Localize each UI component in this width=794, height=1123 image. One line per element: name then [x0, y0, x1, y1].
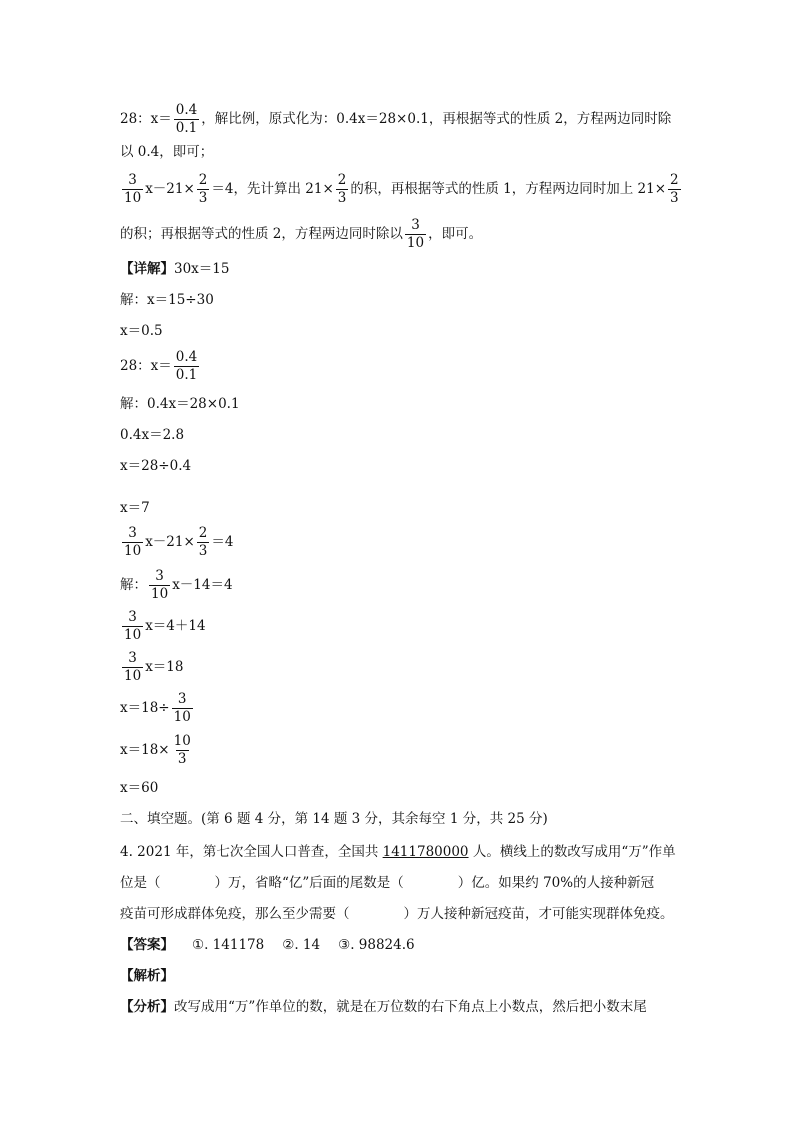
step-line: x＝60: [120, 780, 159, 796]
fraction: $\frac{3}{10}$: [124, 172, 142, 206]
answer-3: ③. 98824.6: [338, 937, 415, 953]
fraction: $\frac{3}{10}$: [124, 650, 142, 684]
step-line: x＝7: [120, 500, 150, 516]
question-line-1: 4. 2021 年，第七次全国人口普查，全国共 1411780000 人。横线上的数改写成用“万”作单: [120, 844, 676, 860]
fraction: $\frac{10}{3}$: [173, 733, 191, 767]
equation-line: $\frac{3}{10}$ x－21× $\frac{2}{3}$ ＝4: [124, 525, 234, 559]
analysis-tag: 【分析】: [120, 999, 174, 1015]
fraction: $\frac{2}{3}$: [337, 172, 347, 206]
section-heading: 二、填空题。(第 6 题 4 分，第 14 题 3 分，其余每空 1 分，共 25 分): [120, 811, 548, 827]
step-line: x＝18× $\frac{10}{3}$: [120, 733, 191, 767]
fraction: $\frac{0.4}{0.1}$: [175, 349, 198, 383]
step-line: 0.4x＝2.8: [120, 427, 185, 443]
detail-line: 【详解】30x＝15: [120, 261, 230, 277]
step-line: $\frac{3}{10}$ x＝4＋14: [124, 609, 206, 643]
step-line: 解：0.4x＝28×0.1: [120, 396, 240, 412]
analysis-line: 【分析】改写成用“万”作单位的数，就是在万位数的右下角点上小数点，然后把小数末尾: [120, 999, 647, 1015]
text: 28：x＝: [120, 111, 172, 127]
text: ，解比例，原式化为：0.4x＝28×0.1，再根据等式的性质 2，方程两边同时除: [201, 111, 672, 127]
step-line: 解：x＝15÷30: [120, 292, 214, 308]
answer-label: 【答案】: [120, 937, 174, 953]
fraction: $\frac{2}{3}$: [198, 525, 208, 559]
fraction: $\frac{3}{10}$: [151, 568, 169, 602]
explanation-line-1: [120, 102, 671, 137]
explanation-line-4: 的积；再根据等式的性质 2，方程两边同时除以 $\frac{3}{10}$ ，即可。: [120, 217, 483, 251]
analysis-label: 【解析】: [120, 968, 174, 984]
fraction: $\frac{3}{10}$: [406, 217, 425, 251]
fraction: $\frac{2}{3}$: [198, 172, 208, 206]
equation-line: 28：x＝ $\frac{0.4}{0.1}$: [120, 349, 198, 383]
underlined-number: 1411780000: [382, 844, 469, 860]
step-line: 解： $\frac{3}{10}$ x－14＝4: [120, 568, 233, 602]
explanation-line-2: 以 0.4，即可；: [120, 144, 214, 160]
explanation-line-3: $\frac{3}{10}$ x－21× $\frac{2}{3}$ ＝4，先计算出 21× $\frac{2}{3}$ 的积，再根据等式的性质 1，方程两边同时加上 21× $\frac{2}{3}$: [124, 172, 679, 206]
detail-label: 【详解】: [120, 261, 174, 277]
step-line: x＝28÷0.4: [120, 458, 192, 474]
answer-1: ①. 141178: [192, 937, 265, 953]
fraction: $\frac{3}{10}$: [124, 525, 142, 559]
step-line: x＝0.5: [120, 323, 163, 339]
step-line: x＝18÷ $\frac{3}{10}$: [120, 691, 191, 725]
step-line: $\frac{3}{10}$ x＝18: [124, 650, 184, 684]
question-line-3: 疫苗可形成群体免疫，那么至少需要（ ）万人接种新冠疫苗，才可能实现群体免疫。: [120, 906, 674, 922]
fraction: $\frac{2}{3}$: [670, 172, 679, 206]
answer-2: ②. 14: [282, 937, 321, 953]
fraction: $\frac{3}{10}$: [124, 609, 142, 643]
question-line-2: 位是（ ）万，省略“亿”后面的尾数是（ ）亿。如果约 70%的人接种新冠: [120, 875, 655, 891]
answer-line: [120, 936, 415, 954]
fraction: $\frac{0.4}{0.1}$: [175, 102, 198, 136]
fraction: $\frac{3}{10}$: [173, 691, 191, 725]
